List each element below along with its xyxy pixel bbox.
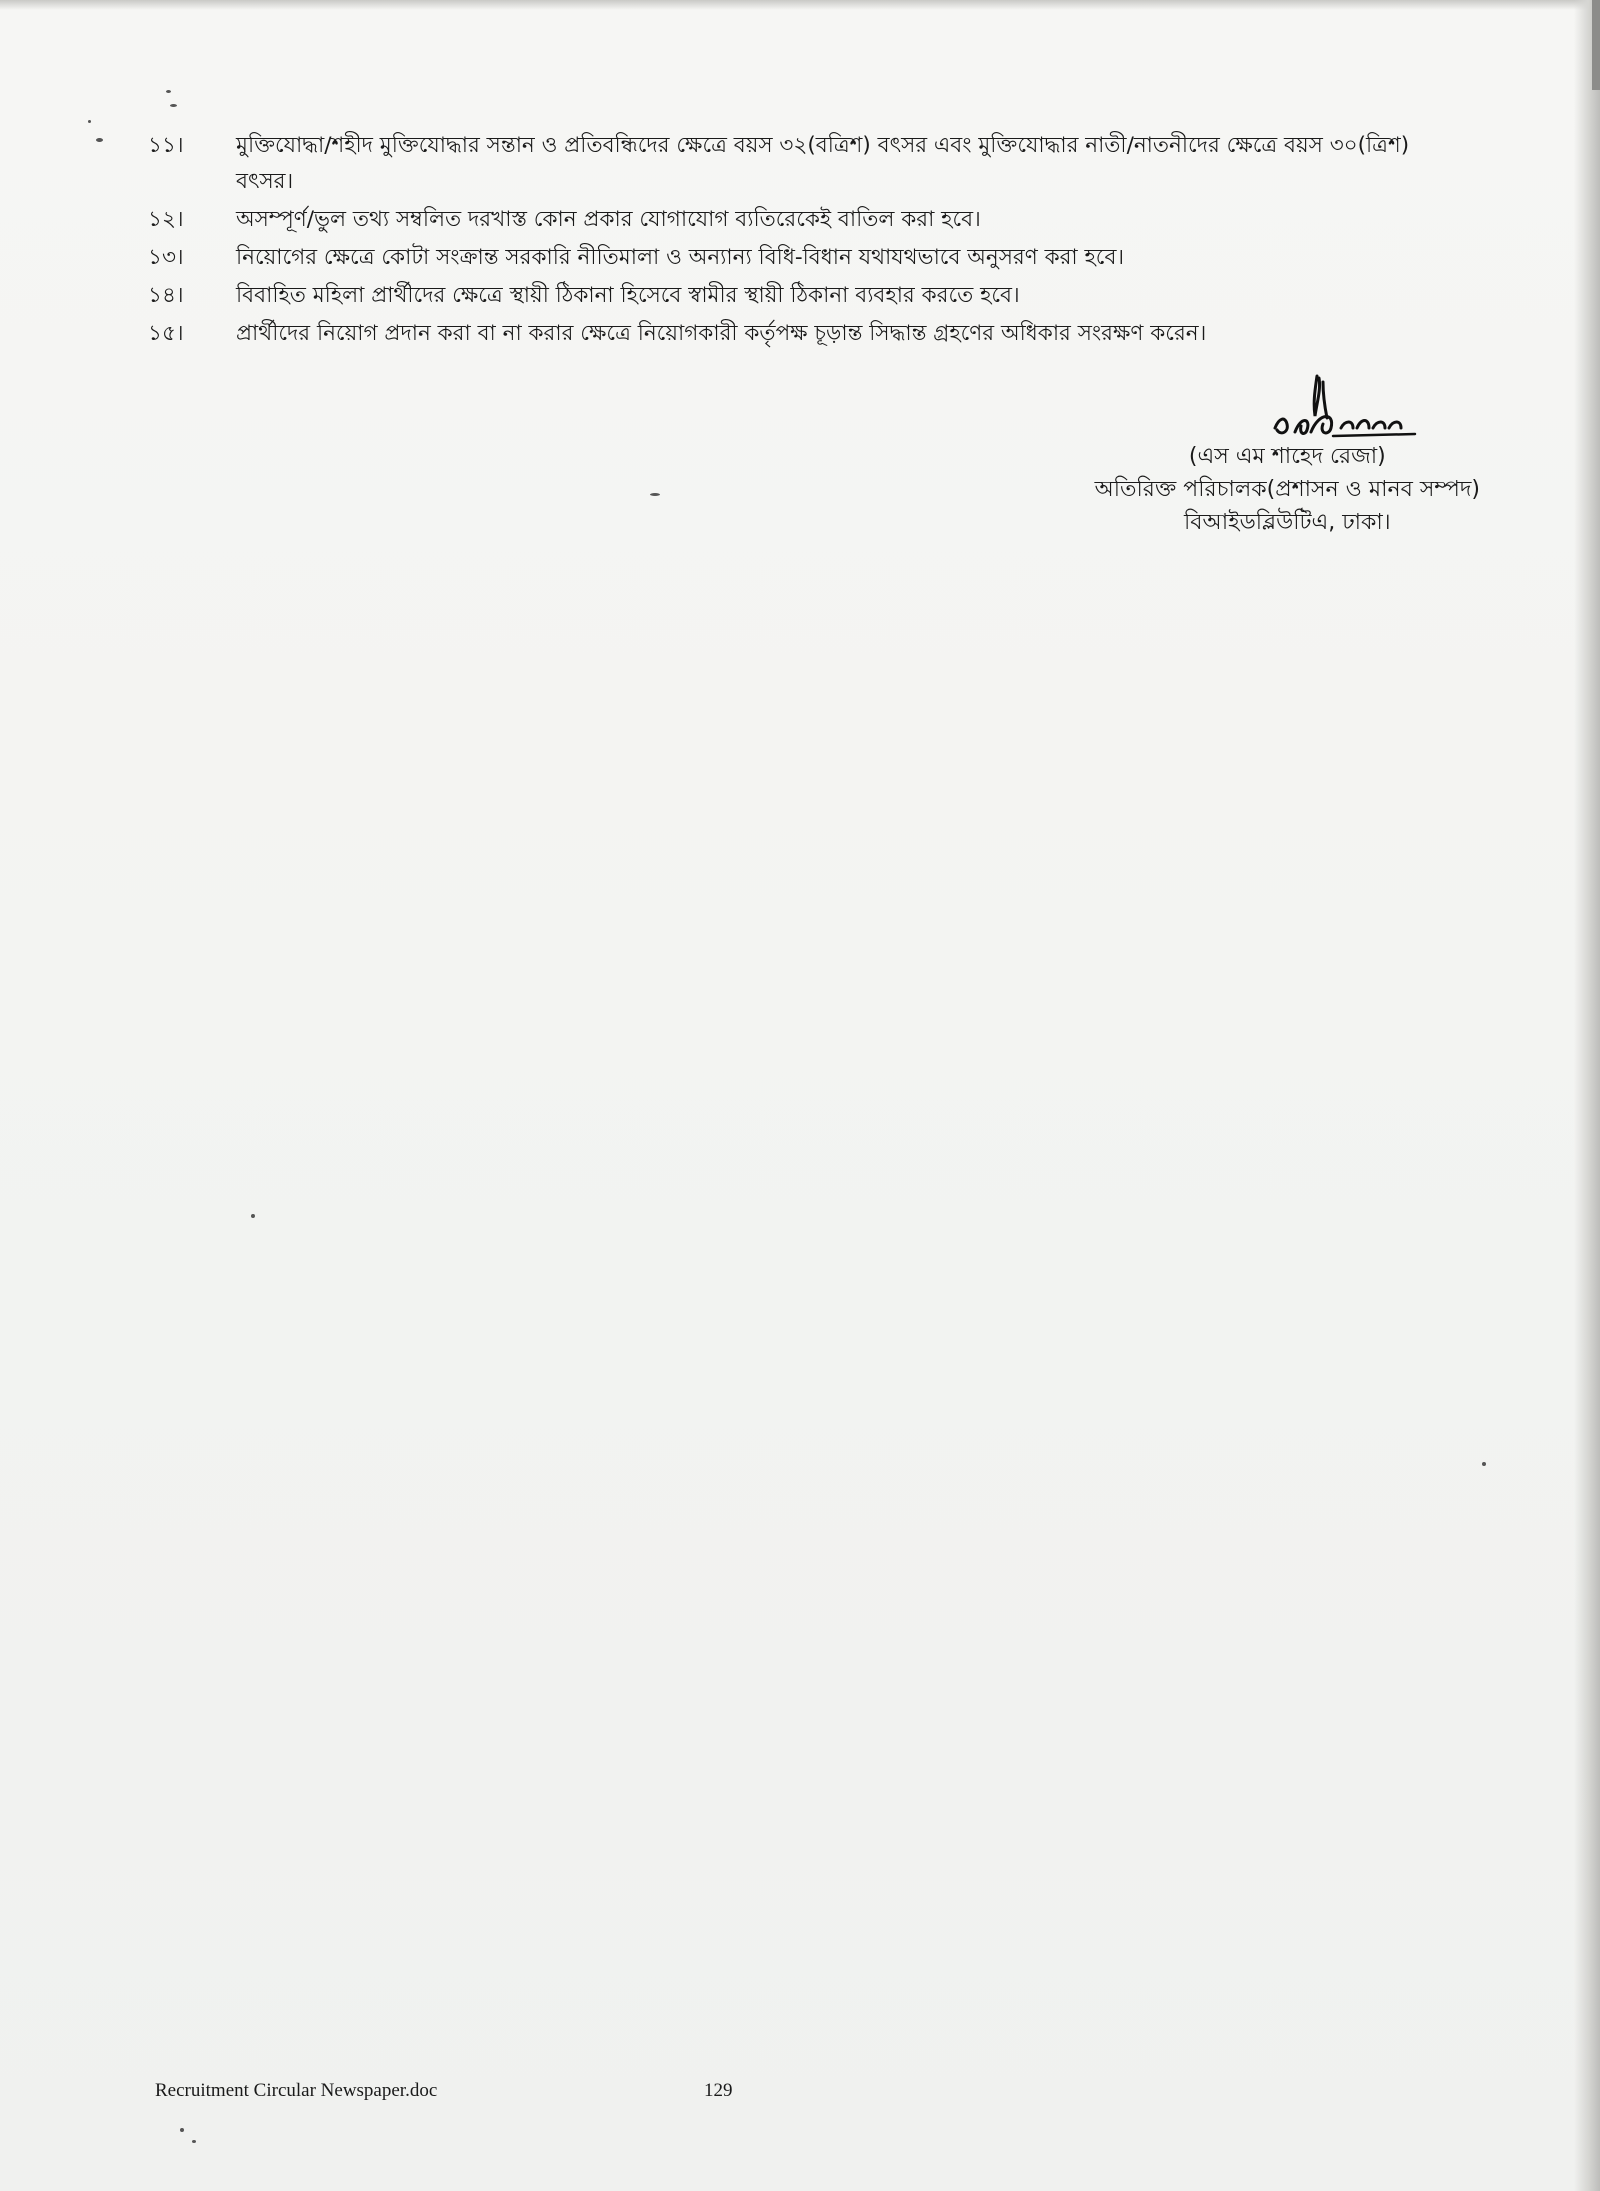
item-text: নিয়োগের ক্ষেত্রে কোটা সংক্রান্ত সরকারি নীতিমালা ও অন্যান্য বিধি-বিধান যথাযথভাবে অনুসরণ করা হবে। <box>236 245 1125 270</box>
list-item <box>148 316 1448 352</box>
scan-speck <box>166 90 171 93</box>
scan-speck <box>180 2128 184 2132</box>
signatory-organization: বিআইডব্লিউটিএ, ঢাকা। <box>1183 510 1391 535</box>
list-item <box>148 240 1448 276</box>
footer-filename: Recruitment Circular Newspaper.doc <box>155 2080 438 2101</box>
scan-corner-shadow <box>1592 0 1600 90</box>
scan-right-edge <box>1574 0 1600 2191</box>
item-text: প্রার্থীদের নিয়োগ প্রদান করা বা না করার ক্ষেত্রে নিয়োগকারী কর্তৃপক্ষ চূড়ান্ত সিদ্ধান্ত গ্রহণের অধিকার সংরক্ষণ করেন। <box>236 321 1207 346</box>
item-number: ১৪। <box>148 283 184 308</box>
list-item <box>148 278 1448 314</box>
item-number: ১১। <box>148 133 184 158</box>
item-number: ১২। <box>148 207 184 232</box>
list-item <box>148 202 1448 238</box>
scan-speck <box>192 2140 196 2143</box>
scan-speck <box>650 493 660 496</box>
scan-speck <box>96 138 103 142</box>
signatory-designation: অতিরিক্ত পরিচালক(প্রশাসন ও মানব সম্পদ) <box>1094 477 1480 502</box>
conditions-list <box>148 128 1448 354</box>
scan-top-shadow <box>0 0 1600 10</box>
signatory-block <box>1095 440 1480 539</box>
item-text: অসম্পূর্ণ/ভুল তথ্য সম্বলিত দরখাস্ত কোন প্রকার যোগাযোগ ব্যতিরেকেই বাতিল করা হবে। <box>236 207 981 232</box>
scan-speck <box>1482 1462 1486 1466</box>
item-number: ১৫। <box>148 321 184 346</box>
scan-speck <box>170 104 177 107</box>
item-text: বিবাহিত মহিলা প্রার্থীদের ক্ষেত্রে স্থায়ী ঠিকানা হিসেবে স্বামীর স্থায়ী ঠিকানা ব্যবহার করতে হবে। <box>236 283 1020 308</box>
scan-speck <box>88 120 91 123</box>
item-text: মুক্তিযোদ্ধা/শহীদ মুক্তিযোদ্ধার সন্তান ও প্রতিবন্ধিদের ক্ষেত্রে বয়স ৩২(বত্রিশ) বৎসর এবং মুক্তিযোদ্ধার নাতী/নাতনীদের ক্ষেত্রে বয়স ৩০(ত্রিশ) বৎসর। <box>236 133 1410 194</box>
scan-speck <box>251 1214 255 1218</box>
footer-page-number: 129 <box>704 2080 733 2101</box>
signatory-name: (এস এম শাহেদ রেজা) <box>1188 444 1386 469</box>
list-item <box>148 128 1448 200</box>
item-number: ১৩। <box>148 245 184 270</box>
